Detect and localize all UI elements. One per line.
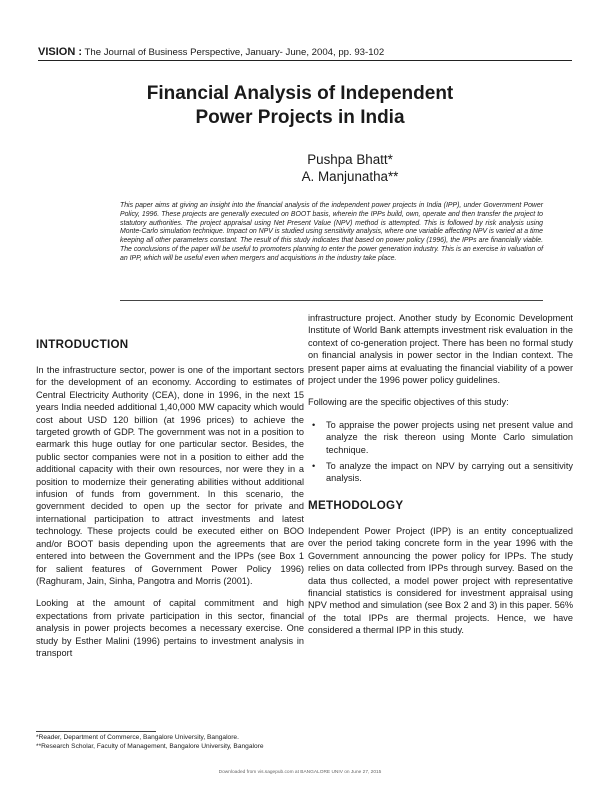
- journal-citation: The Journal of Business Perspective, January- June, 2004, pp. 93-102: [82, 47, 385, 58]
- footnote-1: *Reader, Department of Commerce, Bangalore University, Bangalore.: [36, 734, 239, 741]
- author-1: Pushpa Bhatt*: [307, 152, 393, 167]
- author-block: [200, 151, 500, 185]
- footnote-rule: [36, 731, 156, 732]
- intro-paragraph-2-continued: infrastructure project. Another study by Economic Development Institute of World Bank attempts investment risk evaluation in the context of co-generation project. There has been no formal study on financial analysis in power sector in the Indian context. The present paper aims at evaluating the financial viability of a power project under the 1996 power policy guidelines.: [308, 313, 573, 386]
- right-column: [308, 312, 573, 647]
- left-column: [36, 338, 304, 669]
- bullet-icon: •: [312, 461, 316, 472]
- running-header: [38, 46, 568, 58]
- bullet-icon: •: [312, 419, 316, 430]
- introduction-heading: INTRODUCTION: [36, 338, 129, 351]
- download-notice: Downloaded from vis.sagepub.com at BANGALORE UNIV on June 27, 2015: [218, 770, 382, 775]
- header-rule: [38, 60, 572, 61]
- list-item: [308, 460, 573, 485]
- footnotes: [36, 733, 556, 751]
- intro-paragraph-2: Looking at the amount of capital commitment and high expectations from private participation in this sector, financial analysis in power projects becomes a necessary exercise. One study by Esther Malini (1996) pertains to investment analysis in transport: [36, 598, 304, 658]
- objectives-intro: Following are the specific objectives of this study:: [308, 397, 509, 408]
- title-line-2: Power Projects in India: [195, 107, 405, 128]
- author-2: A. Manjunatha**: [301, 169, 399, 184]
- journal-name: VISION :: [38, 46, 83, 58]
- objective-text: To analyze the impact on NPV by carrying out a sensitivity analysis.: [326, 461, 573, 484]
- abstract-rule: [120, 300, 543, 301]
- objective-text: To appraise the power projects using net present value and analyze the risk thereon using Monte Carlo simulation technique.: [326, 419, 573, 455]
- paper-title: [60, 82, 540, 130]
- objectives-list: [308, 419, 573, 485]
- footnote-2: **Research Scholar, Faculty of Management, Bangalore University, Bangalore: [36, 743, 264, 751]
- intro-paragraph-1: In the infrastructure sector, power is one of the important sectors for the development of an economy. According to estimates of Central Electricity Authority (CEA), done in 1996, in the next 15 years India needed additional 1,40,000 MW capacity which would cost about USD 120 billion (at 1996 prices) to achieve the targeted growth of GDP. The government was not in a position to earmark this huge outlay for one particular sector. Besides, the public sector companies were not in a position to either add the additional capacity with their own resources, nor were they in a position to modernize their generating abilities without additional infusion of funds from government. In this scenario, the government decided to open up the sector for private and international participation to attract investments and latest technology. These projects could be executed either on BOO and/or BOOT basis depending upon the agreements that are entered into between the Government and the IPPs (see Box 1 for salient features of Government Power Policy 1996) (Raghuram, Jain, Sinha, Pangotra and Morris (2001).: [36, 365, 304, 586]
- list-item: [308, 419, 573, 456]
- methodology-paragraph: Independent Power Project (IPP) is an entity conceptualized over the period taking concrete form in the year 1996 with the Government announcing the power policy for IPPs. The study relies on data collected from IPPs through survey. Based on the data thus collected, a model power project with representative financial statistics is considered for investment appraisal using NPV method and simulation (see Box 2 and 3) in this paper. 56% of the total IPPs are thermal projects. Hence, we have considered a thermal IPP in this study.: [308, 525, 573, 636]
- methodology-heading: METHODOLOGY: [308, 498, 404, 512]
- title-line-1: Financial Analysis of Independent: [146, 83, 454, 104]
- abstract: This paper aims at giving an insight into the financial analysis of the independent power projects in India (IPP), under Government Power Policy, 1996. These projects are generally executed on BOOT basis, wherein the IPPs build, own, operate and then transfer the project to statutory authorities. The project appraisal using Net Present Value (NPV) method is attempted. This is followed by risk analysis using Monte-Carlo simulation technique. Impact on NPV is studied using sensitivity analysis, where one variable affecting NPV is varied at a time keeping all other parameters constant. The result of this study indicates that based on power policy (1996), the IPPs are financially viable. The conclusions of the paper will be useful to promoters planning to enter the power generation industry. This is an exercise in valuation of an IPP, which will be useful even when mergers and acquisitions in the industry take place.: [120, 202, 543, 262]
